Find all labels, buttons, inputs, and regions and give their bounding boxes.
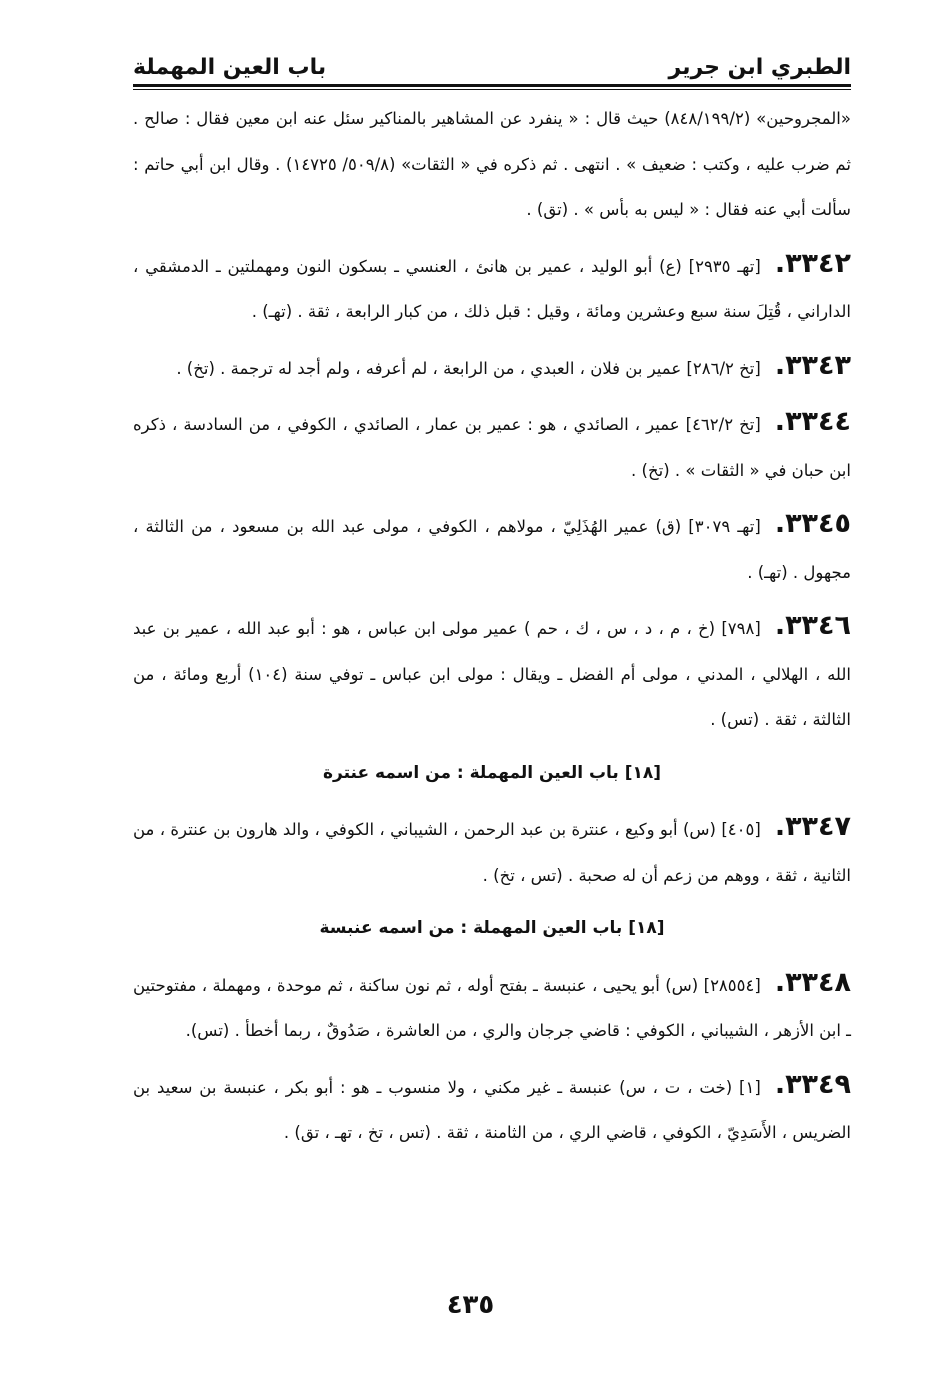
- entry-text: [٧٩٨] (خ ، م ، د ، س ، ك ، حم ) عمير مولى ابن عباس ، هو : أبو عبد الله ، عمير بن عبد الله ، الهلالي ، المدني ، مولى أم الفضل ـ ويقال : مولى ابن عباس ـ توفي سنة (١٠٤) أربع ومائة ، من الثالثة ، ثقة . (تس) .: [133, 619, 852, 729]
- entry-text: [تخ ٤٦٢/٢] عمير ، الصائدي ، هو : عمير بن عمار ، الصائدي ، الكوفي ، من السادسة ، ذكره ابن حبان في « الثقات » . (تخ) .: [133, 415, 851, 480]
- header-rule: [133, 84, 851, 87]
- body-text: [133, 96, 851, 1156]
- entry-number: ٣٣٤٧.: [774, 811, 851, 842]
- entry-text: [٢٨٥٥٤] (س) أبو يحيى ، عنبسة ـ بفتح أوله ، ثم نون ساكنة ، ثم موحدة ، ومهملة ، مفتوحتين ـ ابن الأزهر ، الشيباني ، الكوفي : قاضي جرجان والري ، من العاشرة ، صَدُوقٌ ، ربما أخطأ . (تس).: [133, 975, 851, 1040]
- entry-text: [١] (خت ، ت ، س) عنبسة ـ غير مكني ، ولا منسوب ـ هو : أبو بكر ، عنبسة بن سعيد بن الضريس ، الأَسَدِيّ ، الكوفي ، قاضي الري ، من الثامنة ، ثقة . (تس ، تخ ، تهـ ، تق) .: [133, 1077, 851, 1142]
- entry-3342: [133, 241, 851, 335]
- header-author: الطبري ابن جرير: [668, 55, 851, 80]
- entry-number: ٣٣٤٣.: [774, 349, 851, 381]
- entry-3346: [133, 603, 851, 743]
- entry-text: [تهـ ٢٩٣٥] (ع) أبو الوليد ، عمير بن هانئ ، العنسي ـ بسكون النون ومهملتين ـ الدمشقي ، الداراني ، قُتِلَ سنة سبع وعشرين ومائة ، وقيل : قبل ذلك ، من كبار الرابعة ، ثقة . (تهـ) .: [133, 256, 851, 321]
- entry-3344: [133, 399, 851, 493]
- entry-text: [تهـ ٣٠٧٩] (ق) عمير الهُذَلِيّ ، مولاهم ، الكوفي ، مولى عبد الله بن مسعود ، من الثالثة ، مجهول . (تهـ) .: [133, 517, 851, 582]
- page-number: ٤٣٥: [446, 1290, 495, 1320]
- page: [133, 38, 851, 1164]
- entry-number: ٣٣٤٨.: [774, 966, 851, 998]
- entry-number: ٣٣٤٩.: [774, 1068, 851, 1100]
- entry-3349: [133, 1062, 851, 1156]
- running-header: [133, 38, 851, 80]
- intro-paragraph: «المجروحين» (٨٤٨/١٩٩/٢) حيث قال : « ينفرد عن المشاهير بالمناكير سئل عنه ابن معين فقال : صالح . ثم ضرب عليه ، وكتب : ضعيف » . انتهى . ثم ذكره في « الثقات» (٥٠٩/٨/ ١٤٧٢٥) . وقال ابن أبي حاتم : سألت أبي عنه فقال : « ليس به بأس » . (تق) .: [133, 109, 851, 219]
- entry-number: ٣٣٤٢.: [774, 247, 851, 279]
- entry-text: [٤٠٥] (س) أبو وكيع ، عنترة بن عبد الرحمن ، الشيباني ، الكوفي ، والد هارون بن عنترة ، من الثانية ، ثقة ، ووهم من زعم أن له صحبة . (تس ، تخ) .: [133, 820, 851, 885]
- entry-3347: [133, 804, 851, 898]
- header-chapter: باب العين المهملة: [133, 55, 327, 80]
- entry-3345: [133, 501, 851, 595]
- entry-number: ٣٣٤٥.: [774, 508, 851, 539]
- entry-3348: [133, 960, 851, 1054]
- entry-text: [تخ ٢٨٦/٢] عمير بن فلان ، العبدي ، من الرابعة ، لم أعرفه ، ولم أجد له ترجمة . (تخ) .: [176, 358, 761, 378]
- section-heading-antara: [١٨] باب العين المهملة : من اسمه عنترة: [322, 762, 662, 783]
- entry-number: ٣٣٤٦.: [774, 610, 851, 641]
- entry-3343: [133, 343, 851, 392]
- section-heading-anbasa: [١٨] باب العين المهملة : من اسمه عنبسة: [319, 918, 665, 938]
- header-rule-thin: [133, 89, 851, 90]
- entry-number: ٣٣٤٤.: [774, 406, 851, 437]
